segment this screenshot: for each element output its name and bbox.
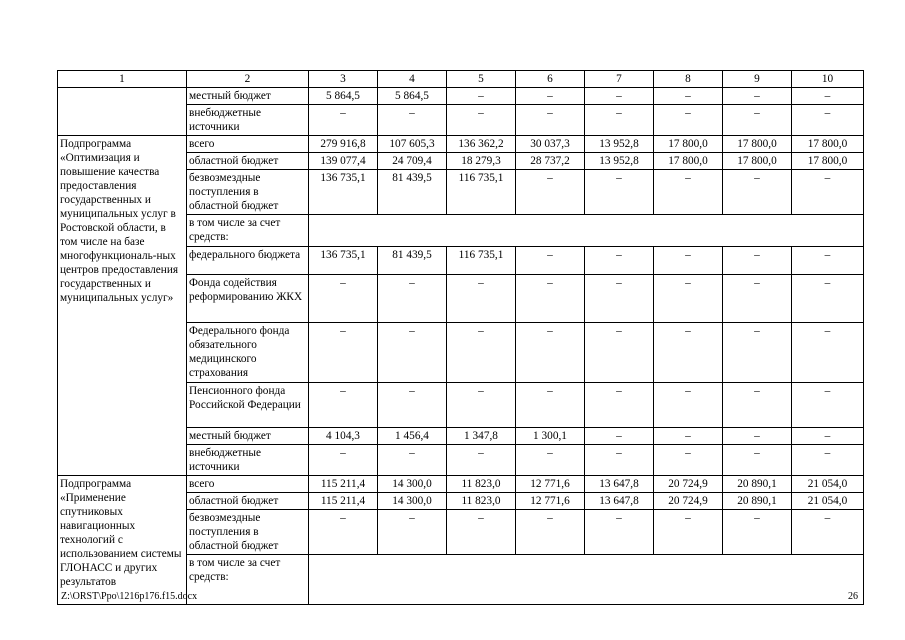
- amount-cell: 136 362,2: [447, 136, 516, 153]
- amount-cell: –: [654, 88, 723, 105]
- amount-cell: –: [378, 275, 447, 323]
- amount-cell: 12 771,6: [516, 476, 585, 493]
- amount-cell: 115 211,4: [309, 493, 378, 510]
- amount-cell: 5 864,5: [378, 88, 447, 105]
- amount-cell: –: [309, 510, 378, 555]
- amount-cell: 17 800,0: [723, 153, 792, 170]
- amount-cell: –: [447, 445, 516, 476]
- amount-cell: –: [585, 323, 654, 383]
- amount-cell: 139 077,4: [309, 153, 378, 170]
- amount-cell: –: [516, 247, 585, 275]
- file-path: Z:\ORST\Ppo\1216p176.f15.docx: [61, 591, 198, 602]
- amount-cell: –: [447, 88, 516, 105]
- funding-source: внебюджетные источники: [187, 445, 309, 476]
- amount-cell: –: [654, 383, 723, 428]
- amount-cell: –: [447, 510, 516, 555]
- amount-cell: –: [654, 170, 723, 215]
- funding-source: областной бюджет: [187, 153, 309, 170]
- amount-cell: –: [792, 170, 864, 215]
- amount-cell: –: [516, 170, 585, 215]
- amount-cell: 20 890,1: [723, 493, 792, 510]
- col-header: 9: [723, 71, 792, 88]
- amount-cell: –: [309, 105, 378, 136]
- amount-cell: 1 456,4: [378, 428, 447, 445]
- col-header: 6: [516, 71, 585, 88]
- amount-cell: 21 054,0: [792, 476, 864, 493]
- amount-cell: –: [585, 105, 654, 136]
- budget-table: [57, 70, 864, 605]
- amount-cell: 136 735,1: [309, 170, 378, 215]
- amount-cell: 17 800,0: [792, 136, 864, 153]
- funding-source: всего: [187, 476, 309, 493]
- amount-cell: 21 054,0: [792, 493, 864, 510]
- amount-cell: 18 279,3: [447, 153, 516, 170]
- amount-cell: –: [447, 275, 516, 323]
- amount-cell: 4 104,3: [309, 428, 378, 445]
- amount-cell: –: [585, 88, 654, 105]
- page-number: 26: [848, 591, 858, 602]
- amount-cell: 14 300,0: [378, 476, 447, 493]
- amount-cell: 11 823,0: [447, 476, 516, 493]
- funding-source: всего: [187, 136, 309, 153]
- funding-source: в том числе за счет средств:: [187, 215, 309, 247]
- amount-cell: –: [516, 88, 585, 105]
- amount-cell: –: [723, 428, 792, 445]
- amount-cell: –: [516, 275, 585, 323]
- funding-source: безвозмездные поступления в областной бюджет: [187, 170, 309, 215]
- amount-cell: 14 300,0: [378, 493, 447, 510]
- amount-cell: –: [723, 323, 792, 383]
- amount-cell: –: [792, 275, 864, 323]
- amount-cell: –: [585, 428, 654, 445]
- table-row: [58, 136, 864, 153]
- amount-cell: –: [792, 510, 864, 555]
- col-header: 1: [58, 71, 187, 88]
- amount-cell: 115 211,4: [309, 476, 378, 493]
- amount-cell: 13 647,8: [585, 493, 654, 510]
- amount-cell: 107 605,3: [378, 136, 447, 153]
- amount-cell: 30 037,3: [516, 136, 585, 153]
- amount-cell: –: [585, 170, 654, 215]
- amount-cell: 116 735,1: [447, 247, 516, 275]
- amount-cell: –: [516, 510, 585, 555]
- amount-cell: –: [447, 323, 516, 383]
- funding-source: Фонда содействия реформированию ЖКХ: [187, 275, 309, 323]
- table-row: [58, 88, 864, 105]
- amount-cell: –: [447, 383, 516, 428]
- empty-cell: [309, 555, 864, 605]
- funding-source: Пенсионного фонда Российской Федерации: [187, 383, 309, 428]
- subprogram-name: [58, 88, 187, 136]
- amount-cell: –: [654, 445, 723, 476]
- amount-cell: –: [585, 383, 654, 428]
- col-header: 7: [585, 71, 654, 88]
- col-header: 10: [792, 71, 864, 88]
- col-header: 4: [378, 71, 447, 88]
- amount-cell: 279 916,8: [309, 136, 378, 153]
- amount-cell: –: [516, 383, 585, 428]
- amount-cell: –: [654, 105, 723, 136]
- funding-source: местный бюджет: [187, 428, 309, 445]
- funding-source: внебюджетные источники: [187, 105, 309, 136]
- amount-cell: 136 735,1: [309, 247, 378, 275]
- amount-cell: 81 439,5: [378, 247, 447, 275]
- amount-cell: 17 800,0: [654, 136, 723, 153]
- amount-cell: –: [792, 383, 864, 428]
- amount-cell: 1 347,8: [447, 428, 516, 445]
- amount-cell: 13 952,8: [585, 153, 654, 170]
- amount-cell: –: [723, 445, 792, 476]
- amount-cell: –: [723, 275, 792, 323]
- amount-cell: –: [792, 247, 864, 275]
- amount-cell: –: [792, 445, 864, 476]
- amount-cell: –: [654, 323, 723, 383]
- amount-cell: –: [654, 428, 723, 445]
- amount-cell: –: [723, 510, 792, 555]
- funding-source: безвозмездные поступления в областной бюджет: [187, 510, 309, 555]
- amount-cell: –: [309, 323, 378, 383]
- col-header: 5: [447, 71, 516, 88]
- funding-source: областной бюджет: [187, 493, 309, 510]
- col-header: 2: [187, 71, 309, 88]
- amount-cell: –: [654, 275, 723, 323]
- amount-cell: –: [516, 445, 585, 476]
- amount-cell: 13 647,8: [585, 476, 654, 493]
- amount-cell: 17 800,0: [792, 153, 864, 170]
- funding-source: в том числе за счет средств:: [187, 555, 309, 605]
- amount-cell: 12 771,6: [516, 493, 585, 510]
- amount-cell: –: [723, 88, 792, 105]
- amount-cell: 28 737,2: [516, 153, 585, 170]
- amount-cell: –: [723, 247, 792, 275]
- amount-cell: –: [792, 323, 864, 383]
- amount-cell: –: [378, 510, 447, 555]
- amount-cell: –: [792, 88, 864, 105]
- amount-cell: –: [654, 247, 723, 275]
- col-header: 3: [309, 71, 378, 88]
- funding-source: Федерального фонда обязательного медицинского страхования: [187, 323, 309, 383]
- amount-cell: –: [723, 170, 792, 215]
- amount-cell: 13 952,8: [585, 136, 654, 153]
- header-row: [58, 71, 864, 88]
- amount-cell: 20 890,1: [723, 476, 792, 493]
- amount-cell: –: [585, 445, 654, 476]
- subprogram-name: Подпрограмма «Оптимизация и повышение качества предоставления государственных и муниципальных услуг в Ростовской области, в том числе на базе многофункциональ-ных центров предоставления государственных и муниципальных услуг»: [58, 136, 187, 476]
- amount-cell: –: [309, 275, 378, 323]
- amount-cell: –: [723, 383, 792, 428]
- amount-cell: 11 823,0: [447, 493, 516, 510]
- amount-cell: –: [516, 105, 585, 136]
- amount-cell: –: [378, 383, 447, 428]
- funding-source: местный бюджет: [187, 88, 309, 105]
- amount-cell: –: [378, 445, 447, 476]
- subprogram-name: Подпрограмма «Применение спутниковых навигационных технологий с использованием системы ГЛОНАСС и других результатов: [58, 476, 187, 605]
- amount-cell: –: [792, 428, 864, 445]
- table-row: [58, 476, 864, 493]
- amount-cell: –: [309, 383, 378, 428]
- amount-cell: –: [516, 323, 585, 383]
- amount-cell: –: [585, 247, 654, 275]
- amount-cell: 20 724,9: [654, 493, 723, 510]
- amount-cell: 20 724,9: [654, 476, 723, 493]
- col-header: 8: [654, 71, 723, 88]
- amount-cell: –: [585, 510, 654, 555]
- table-body: [58, 71, 864, 605]
- amount-cell: 116 735,1: [447, 170, 516, 215]
- amount-cell: 5 864,5: [309, 88, 378, 105]
- amount-cell: 24 709,4: [378, 153, 447, 170]
- amount-cell: –: [378, 105, 447, 136]
- amount-cell: –: [447, 105, 516, 136]
- amount-cell: –: [792, 105, 864, 136]
- amount-cell: –: [309, 445, 378, 476]
- amount-cell: –: [585, 275, 654, 323]
- amount-cell: 1 300,1: [516, 428, 585, 445]
- empty-cell: [309, 215, 864, 247]
- funding-source: федерального бюджета: [187, 247, 309, 275]
- amount-cell: 17 800,0: [723, 136, 792, 153]
- amount-cell: –: [723, 105, 792, 136]
- amount-cell: –: [654, 510, 723, 555]
- amount-cell: –: [378, 323, 447, 383]
- amount-cell: 17 800,0: [654, 153, 723, 170]
- amount-cell: 81 439,5: [378, 170, 447, 215]
